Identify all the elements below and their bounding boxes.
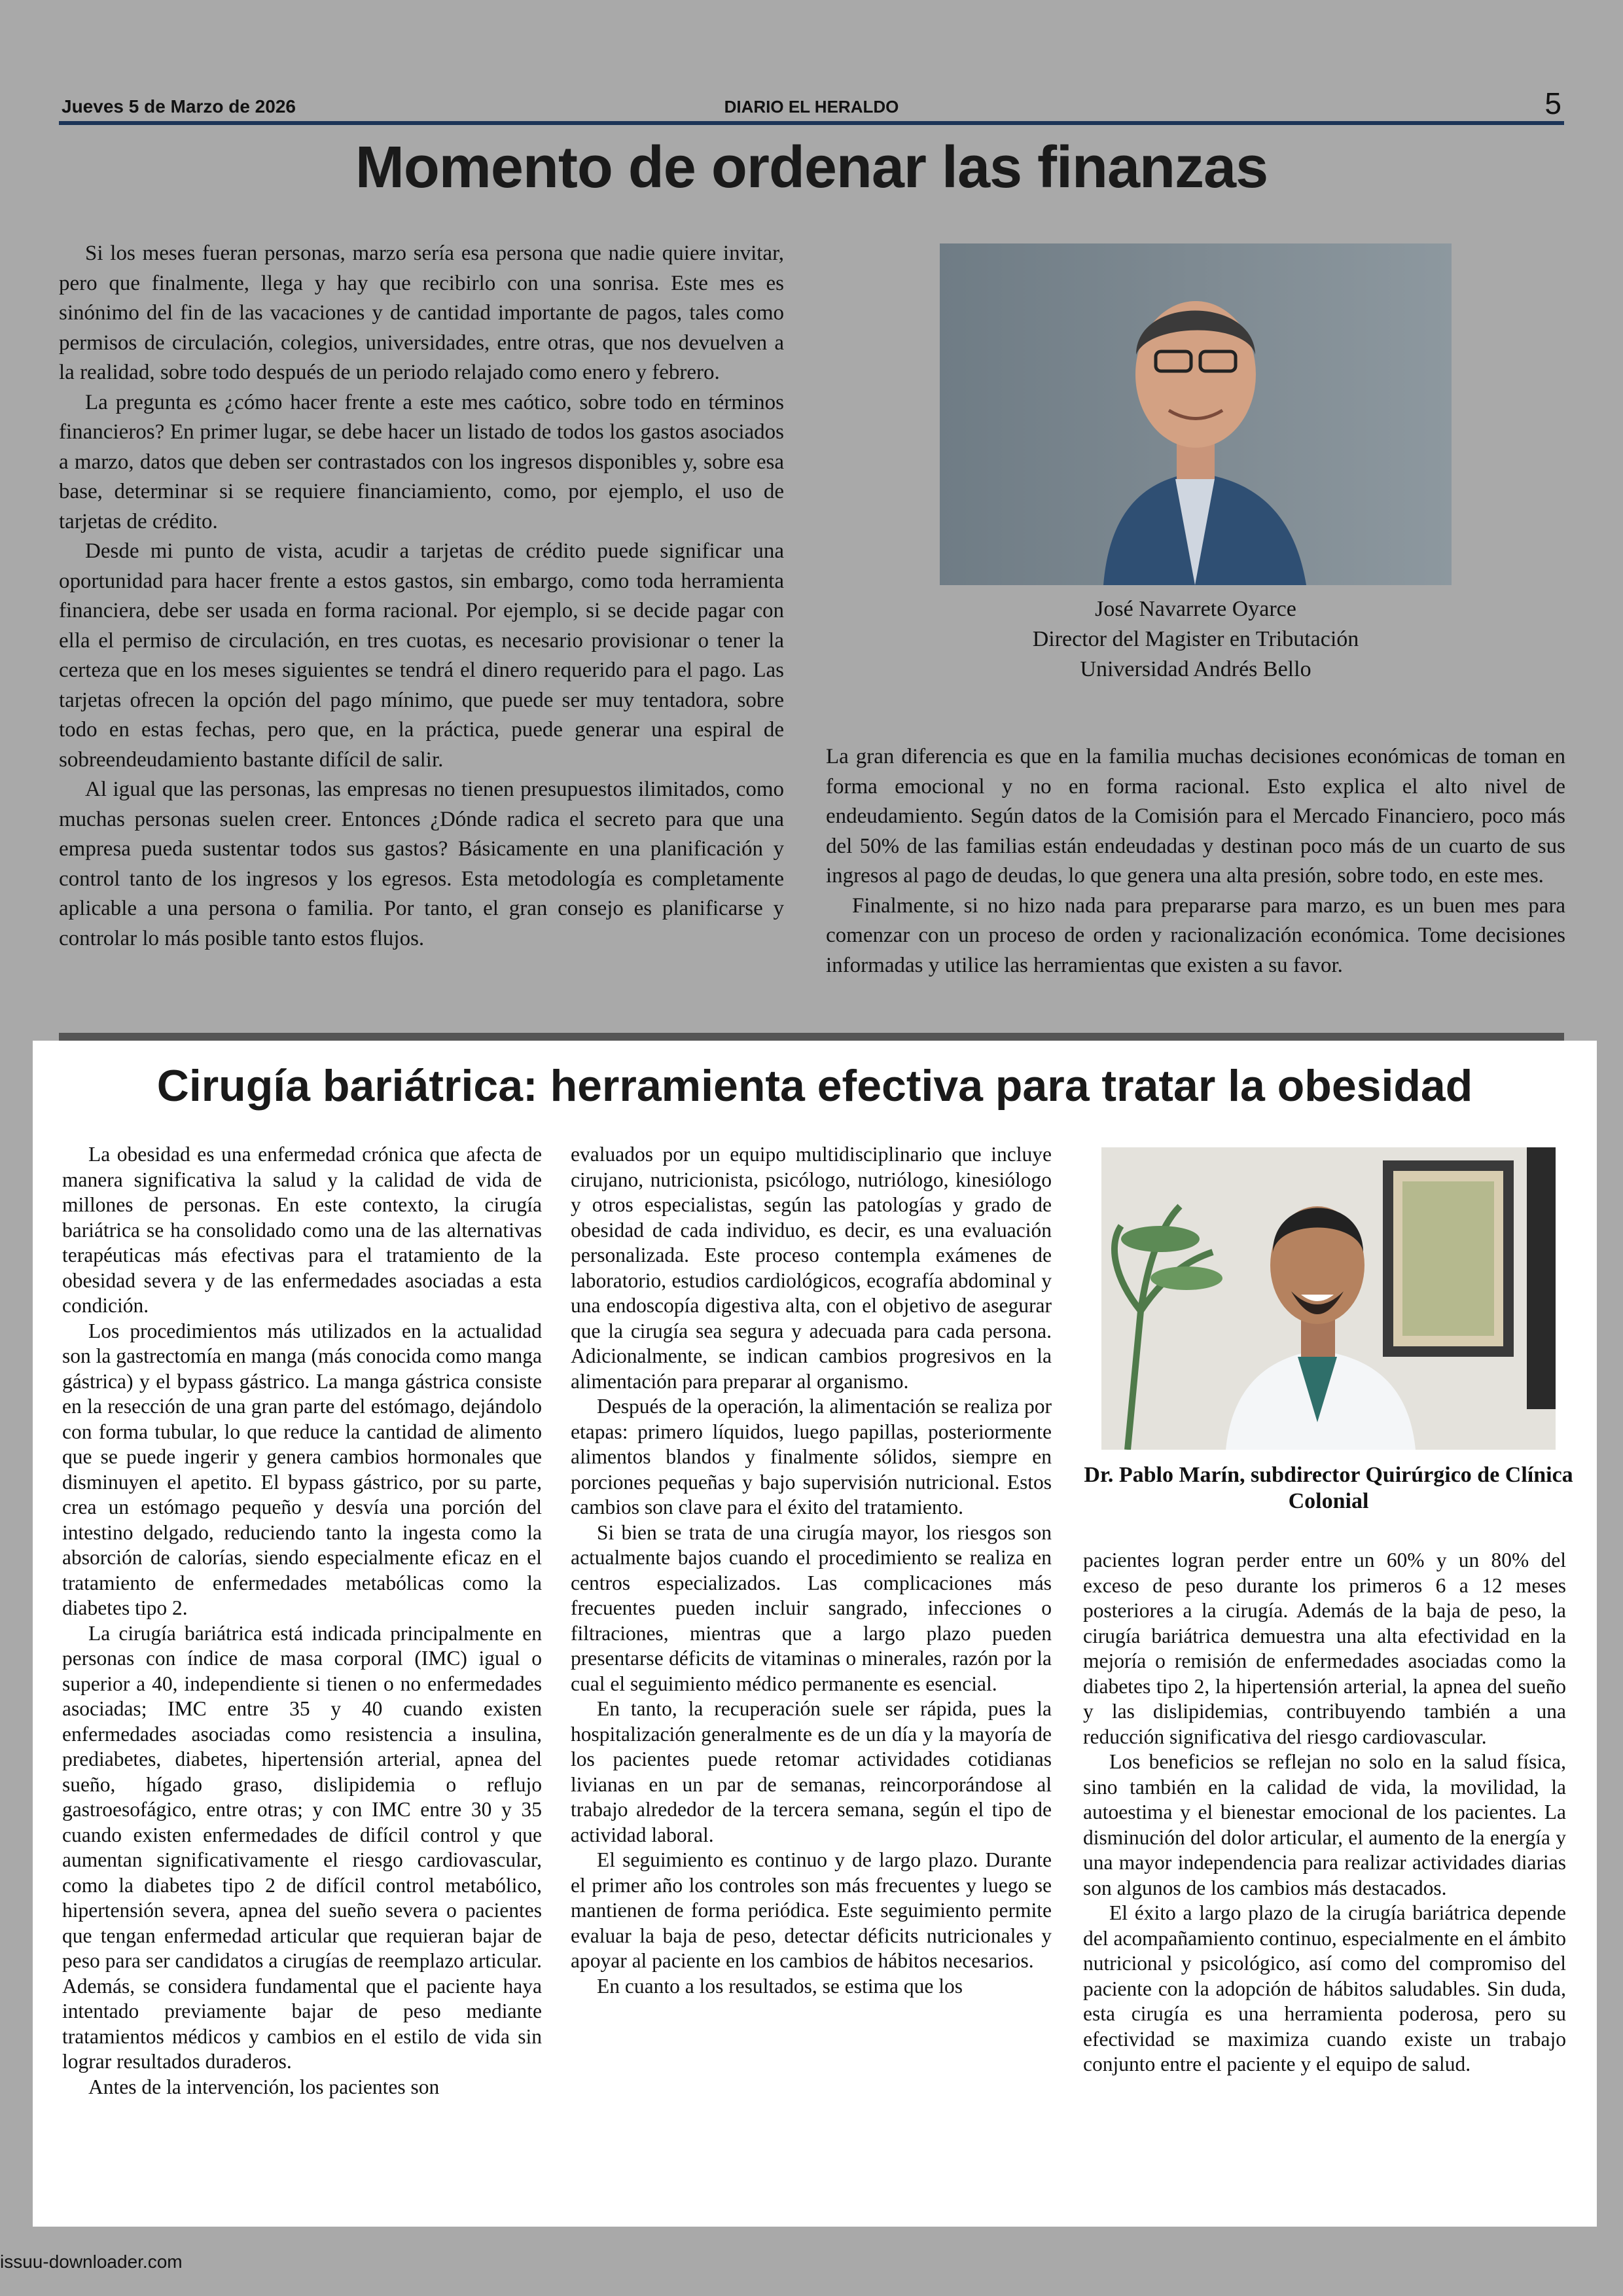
doctor-caption: Dr. Pablo Marín, subdirector Quirúrgico de Clínica Colonial bbox=[1084, 1463, 1573, 1513]
newspaper-name: DIARIO EL HERALDO bbox=[724, 97, 899, 117]
article2-column-1 bbox=[62, 1142, 542, 2100]
author-portrait-photo bbox=[940, 243, 1452, 585]
section-divider bbox=[59, 1033, 1564, 1041]
author-institution: Universidad Andrés Bello bbox=[1080, 657, 1311, 681]
portrait-illustration bbox=[940, 243, 1452, 585]
article2-title: Cirugía bariátrica: herramienta efectiva para tratar la obesidad bbox=[156, 1061, 1473, 1111]
article2-column-2 bbox=[571, 1142, 1052, 1999]
page-number: 5 bbox=[1544, 86, 1561, 120]
article2-paragraph: Antes de la intervención, los pacientes son bbox=[88, 2075, 440, 2098]
article2-paragraph: Después de la operación, la alimentación se realiza por etapas: primero líquidos, luego papillas, posteriormente alimentos blandos y finalmente sólidos, siempre en porciones pequeñas y bajo supervisión nutricional. Estos cambios son clave para el éxito del tratamiento. bbox=[571, 1395, 1052, 1518]
article1-left-column bbox=[59, 239, 784, 954]
doctor-photo bbox=[1101, 1147, 1556, 1450]
article2-paragraph: Los beneficios se reflejan no solo en la salud física, sino también en la calidad de vida, la movilidad, la autoestima y el bienestar emocional de los pacientes. La disminución del dolor articular, el aumento de la energía y una mayor independencia para realizar actividades diarias son algunos de los cambios más destacados. bbox=[1083, 1750, 1566, 1899]
article2-paragraph: En tanto, la recuperación suele ser rápida, pues la hospitalización generalmente es de un día y la mayoría de los pacientes puede retomar actividades cotidianas livianas en un par de semanas, reincorporándose al trabajo alrededor de la tercera semana, según el tipo de actividad laboral. bbox=[571, 1697, 1052, 1846]
article2-paragraph: La cirugía bariátrica está indicada principalmente en personas con índice de masa corporal (IMC) igual o superior a 40, independiente si tienen o no enfermedades asociadas; IMC entre 35 y 40 cuando existen enfermedades asociadas como resistencia a insulina, prediabetes, diabetes, hipertensión arterial, apnea del sueño, hígado graso, dislipidemia o reflujo gastroesofágico, entre otras; y con IMC entre 30 y 35 cuando existen enfermedades de difícil control y que aumentan significativamente el riesgo cardiovascular, como la diabetes tipo 2 de difícil control metabólico, hipertensión severa, apnea del sueño severa o pacientes que tengan enfermedad articular que requieran bajar de peso para ser candidatos a cirugías de reemplazo articular. Además, se considera fundamental que el paciente haya intentado previamente bajar de peso mediante tratamientos médicos y cambios en el estilo de vida sin lograr resultados duraderos. bbox=[62, 1621, 542, 2073]
article2-paragraph: El éxito a largo plazo de la cirugía bariátrica depende del acompañamiento continuo, especialmente en el ámbito nutricional y psicológico, así como del compromiso del paciente con la adopción de hábitos saludables. Sin duda, esta cirugía es una herramienta poderosa, pero su efectividad se maximiza cuando existe un trabajo conjunto entre el paciente y el equipo de salud. bbox=[1083, 1901, 1566, 2075]
author-caption bbox=[940, 594, 1452, 685]
article1-paragraph: Desde mi punto de vista, acudir a tarjetas de crédito puede significar una oportunidad para hacer frente a estos gastos, sin embargo, como toda herramienta financiera, debe ser usada en forma racional. Por ejemplo, si se decide pagar con ella el permiso de circulación, en tres cuotas, es necesario provisionar o tener la certeza que en los meses siguientes se tendrá el dinero requerido para el pago. Las tarjetas ofrecen la opción del pago mínimo, que puede ser muy tentadora, sobre todo en estas fechas, pero que, en la práctica, puede generar una espiral de sobreendeudamiento bastante difícil de salir. bbox=[59, 539, 784, 772]
article1-paragraph: Finalmente, si no hizo nada para prepararse para marzo, es un buen mes para comenzar con un proceso de orden y racionalización económica. Tome decisiones informadas y utilice las herramientas que existen a su favor. bbox=[826, 893, 1565, 977]
article1-paragraph: Al igual que las personas, las empresas no tienen presupuestos ilimitados, como muchas personas suelen creer. Entonces ¿Dónde radica el secreto para que una empresa pueda sustentar todos sus gastos? Básicamente en una planificación y control tanto de los ingresos y los egresos. Esta metodología es completamente aplicable a una persona o familia. Por tanto, el gran consejo es planificarse y controlar lo más posible tanto estos flujos. bbox=[59, 778, 784, 950]
author-role: Director del Magister en Tributación bbox=[1032, 627, 1359, 651]
doctor-illustration bbox=[1101, 1147, 1556, 1450]
article1-paragraph: Si los meses fueran personas, marzo sería esa persona que nadie quiere invitar, pero que finalmente, llega y hay que recibirlo con una sonrisa. Este mes es sinónimo del fin de las vacaciones y de cantidad importante de pagos, tales como permisos de circulación, colegios, universidades, entre otras, que nos devuelven a la realidad, sobre todo después de un periodo relajado como enero y febrero. bbox=[59, 242, 784, 384]
article2-paragraph: Los procedimientos más utilizados en la actualidad son la gastrectomía en manga (más conocida como manga gástrica) y el bypass gástrico. La manga gástrica consiste en la resección de una gran parte del estómago, dejándolo con forma tubular, lo que reduce la cantidad de alimento que se puede ingerir y genera cambios hormonales que disminuyen el apetito. El bypass gástrico, por su parte, crea un estómago pequeño y desvía una porción del intestino delgado, reduciendo tanto la ingesta como la absorción de calorías, siendo especialmente eficaz en el tratamiento de enfermedades metabólicas como la diabetes tipo 2. bbox=[62, 1319, 542, 1619]
author-name: José Navarrete Oyarce bbox=[1095, 597, 1296, 621]
article2-column-3 bbox=[1083, 1548, 1566, 2077]
article2-paragraph: El seguimiento es continuo y de largo plazo. Durante el primer año los controles son más frecuentes y luego se mantienen de forma periódica. Este seguimiento permite evaluar la baja de peso, detectar déficits nutricionales y apoyar al paciente en los cambios de hábitos necesarios. bbox=[571, 1848, 1052, 1972]
article2-paragraph: evaluados por un equipo multidisciplinario que incluye cirujano, nutricionista, psicólogo, nutriólogo, kinesiólogo y otros especialistas, según las patologías y grado de obesidad de cada individuo, es decir, es una evaluación personalizada. Este proceso contempla exámenes de laboratorio, estudios cardiológicos, ecografía abdominal y una endoscopía digestiva alta, con el objetivo de asegurar que la cirugía sea segura y adecuada para cada persona. Adicionalmente, se indican cambios progresivos en la alimentación para preparar al organismo. bbox=[571, 1143, 1052, 1393]
article1-paragraph: La gran diferencia es que en la familia muchas decisiones económicas de toman en forma emocional y no en forma racional. Esto explica el alto nivel de endeudamiento. Según datos de la Comisión para el Mercado Financiero, poco más del 50% de las familias están endeudadas y destinan poco más de un cuarto de sus ingresos al pago de deudas, lo que genera una alta presión, sobre todo, en este mes. bbox=[826, 745, 1565, 888]
article2-paragraph: pacientes logran perder entre un 60% y un 80% del exceso de peso durante los primeros 6 a 12 meses posteriores a la cirugía. Además de la baja de peso, la cirugía bariátrica demuestra una alta efectividad en la mejoría o remisión de enfermedades asociadas como la diabetes tipo 2, la hipertensión arterial, la apnea del sueño y las dislipidemias, contribuyendo también a una reducción significativa del riesgo cardiovascular. bbox=[1083, 1549, 1566, 1748]
article1-paragraph: La pregunta es ¿cómo hacer frente a este mes caótico, sobre todo en términos financieros? En primer lugar, se debe hacer un listado de todos los gastos asociados a marzo, datos que deben ser contrastados con los ingresos disponibles y, sobre esa base, determinar si se requiere financiamiento, como, por ejemplo, el uso de tarjetas de crédito. bbox=[59, 390, 784, 533]
article2-paragraph: Si bien se trata de una cirugía mayor, los riesgos son actualmente bajos cuando el procedimiento se realiza en centros especializados. Las complicaciones más frecuentes pueden incluir sangrado, infecciones o filtraciones, mientras que a largo plazo pueden presentarse déficits de vitaminas o minerales, razón por la cual el seguimiento médico permanente es esencial. bbox=[571, 1520, 1052, 1695]
page-header bbox=[59, 82, 1564, 125]
article2-paragraph: La obesidad es una enfermedad crónica que afecta de manera significativa la salud y la calidad de vida de millones de personas. En este contexto, la cirugía bariátrica se ha consolidado como una de las alternativas terapéuticas más efectivas para el tratamiento de la obesidad severa y de las enfermedades asociadas a esta condición. bbox=[62, 1143, 542, 1317]
article2-paragraph: En cuanto a los resultados, se estima que los bbox=[597, 1974, 963, 1998]
issue-date: Jueves 5 de Marzo de 2026 bbox=[62, 96, 296, 117]
article1-title: Momento de ordenar las finanzas bbox=[355, 135, 1268, 200]
article1-right-column bbox=[826, 742, 1565, 980]
watermark-link[interactable]: issuu-downloader.com bbox=[0, 2251, 183, 2272]
